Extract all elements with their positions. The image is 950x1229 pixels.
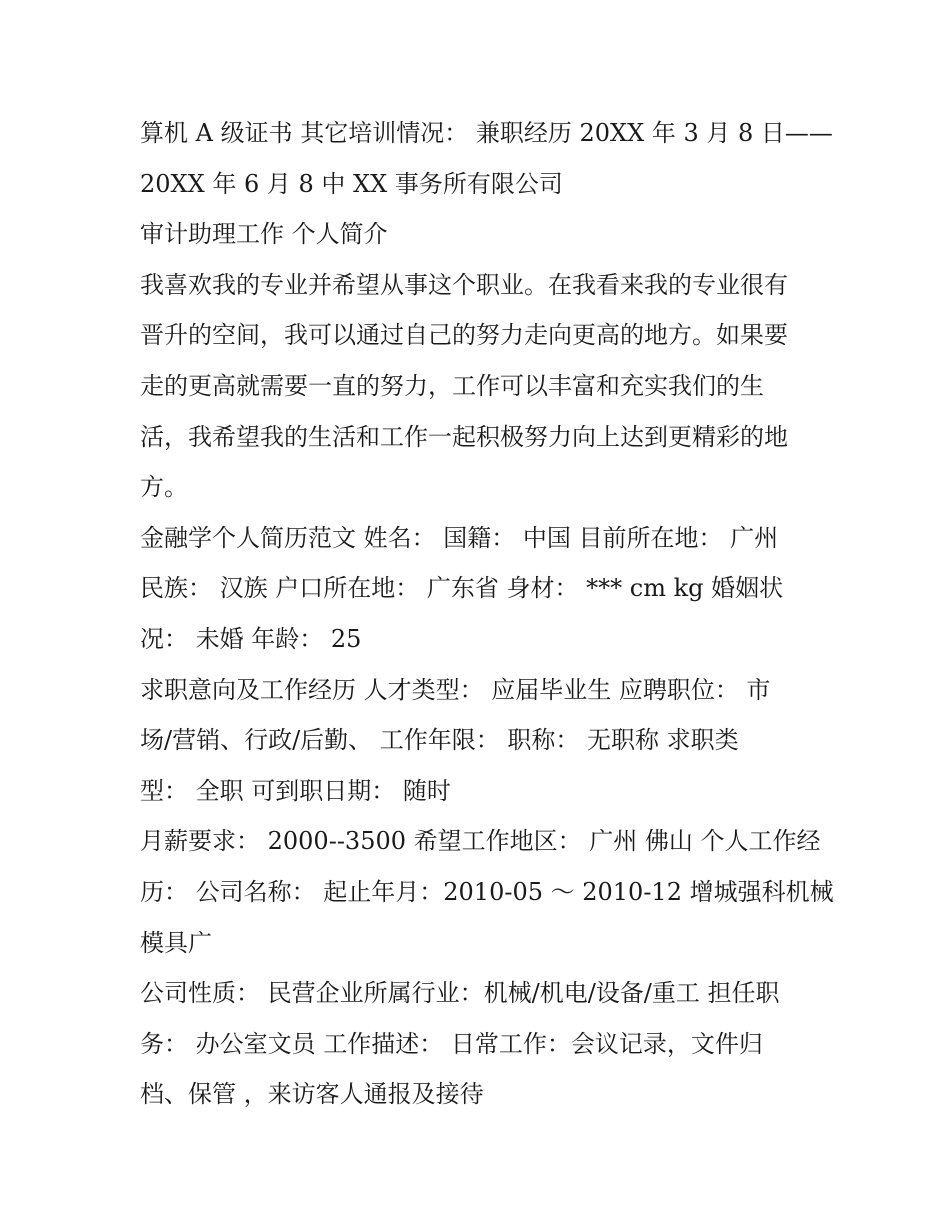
text-line: 模具广 bbox=[140, 928, 212, 957]
text-line: 晋升的空间，我可以通过自己的努力走向更高的地方。如果要 bbox=[140, 321, 788, 350]
text-line: 型： 全职 可到职日期： 随时 bbox=[140, 776, 451, 805]
text-line: 审计助理工作 个人简介 bbox=[140, 220, 388, 249]
text-line: 历： 公司名称： 起止年月：2010-05 ～ 2010-12 增城强科机械 bbox=[140, 877, 834, 906]
text-line: 务： 办公室文员 工作描述： 日常工作：会议记录，文件归 bbox=[140, 1029, 763, 1058]
text-line: 方。 bbox=[140, 473, 188, 502]
text-line: 民族： 汉族 户口所在地： 广东省 身材： *** cm kg 婚姻状 bbox=[140, 574, 784, 603]
text-line: 场/营销、行政/后勤、 工作年限： 职称： 无职称 求职类 bbox=[140, 726, 739, 755]
text-line: 档、保管 ，来访客人通报及接待 bbox=[140, 1080, 484, 1109]
text-line: 我喜欢我的专业并希望从事这个职业。在我看来我的专业很有 bbox=[140, 270, 788, 299]
text-line: 求职意向及工作经历 人才类型： 应届毕业生 应聘职位： 市 bbox=[140, 675, 771, 704]
text-line: 金融学个人简历范文 姓名： 国籍： 中国 目前所在地： 广州 bbox=[140, 523, 779, 552]
text-line: 走的更高就需要一直的努力，工作可以丰富和充实我们的生 bbox=[140, 371, 764, 400]
text-line: 公司性质： 民营企业所属行业：机械/机电/设备/重工 担任职 bbox=[140, 979, 780, 1008]
document-body bbox=[140, 108, 834, 1120]
text-line: 月薪要求： 2000--3500 希望工作地区： 广州 佛山 个人工作经 bbox=[140, 827, 821, 856]
text-line: 活，我希望我的生活和工作一起积极努力向上达到更精彩的地 bbox=[140, 422, 788, 451]
text-line: 算机 A 级证书 其它培训情况： 兼职经历 20XX 年 3 月 8 日—— bbox=[140, 119, 833, 147]
text-line: 20XX 年 6 月 8 中 XX 事务所有限公司 bbox=[140, 169, 563, 198]
text-line: 况： 未婚 年龄： 25 bbox=[140, 624, 362, 653]
